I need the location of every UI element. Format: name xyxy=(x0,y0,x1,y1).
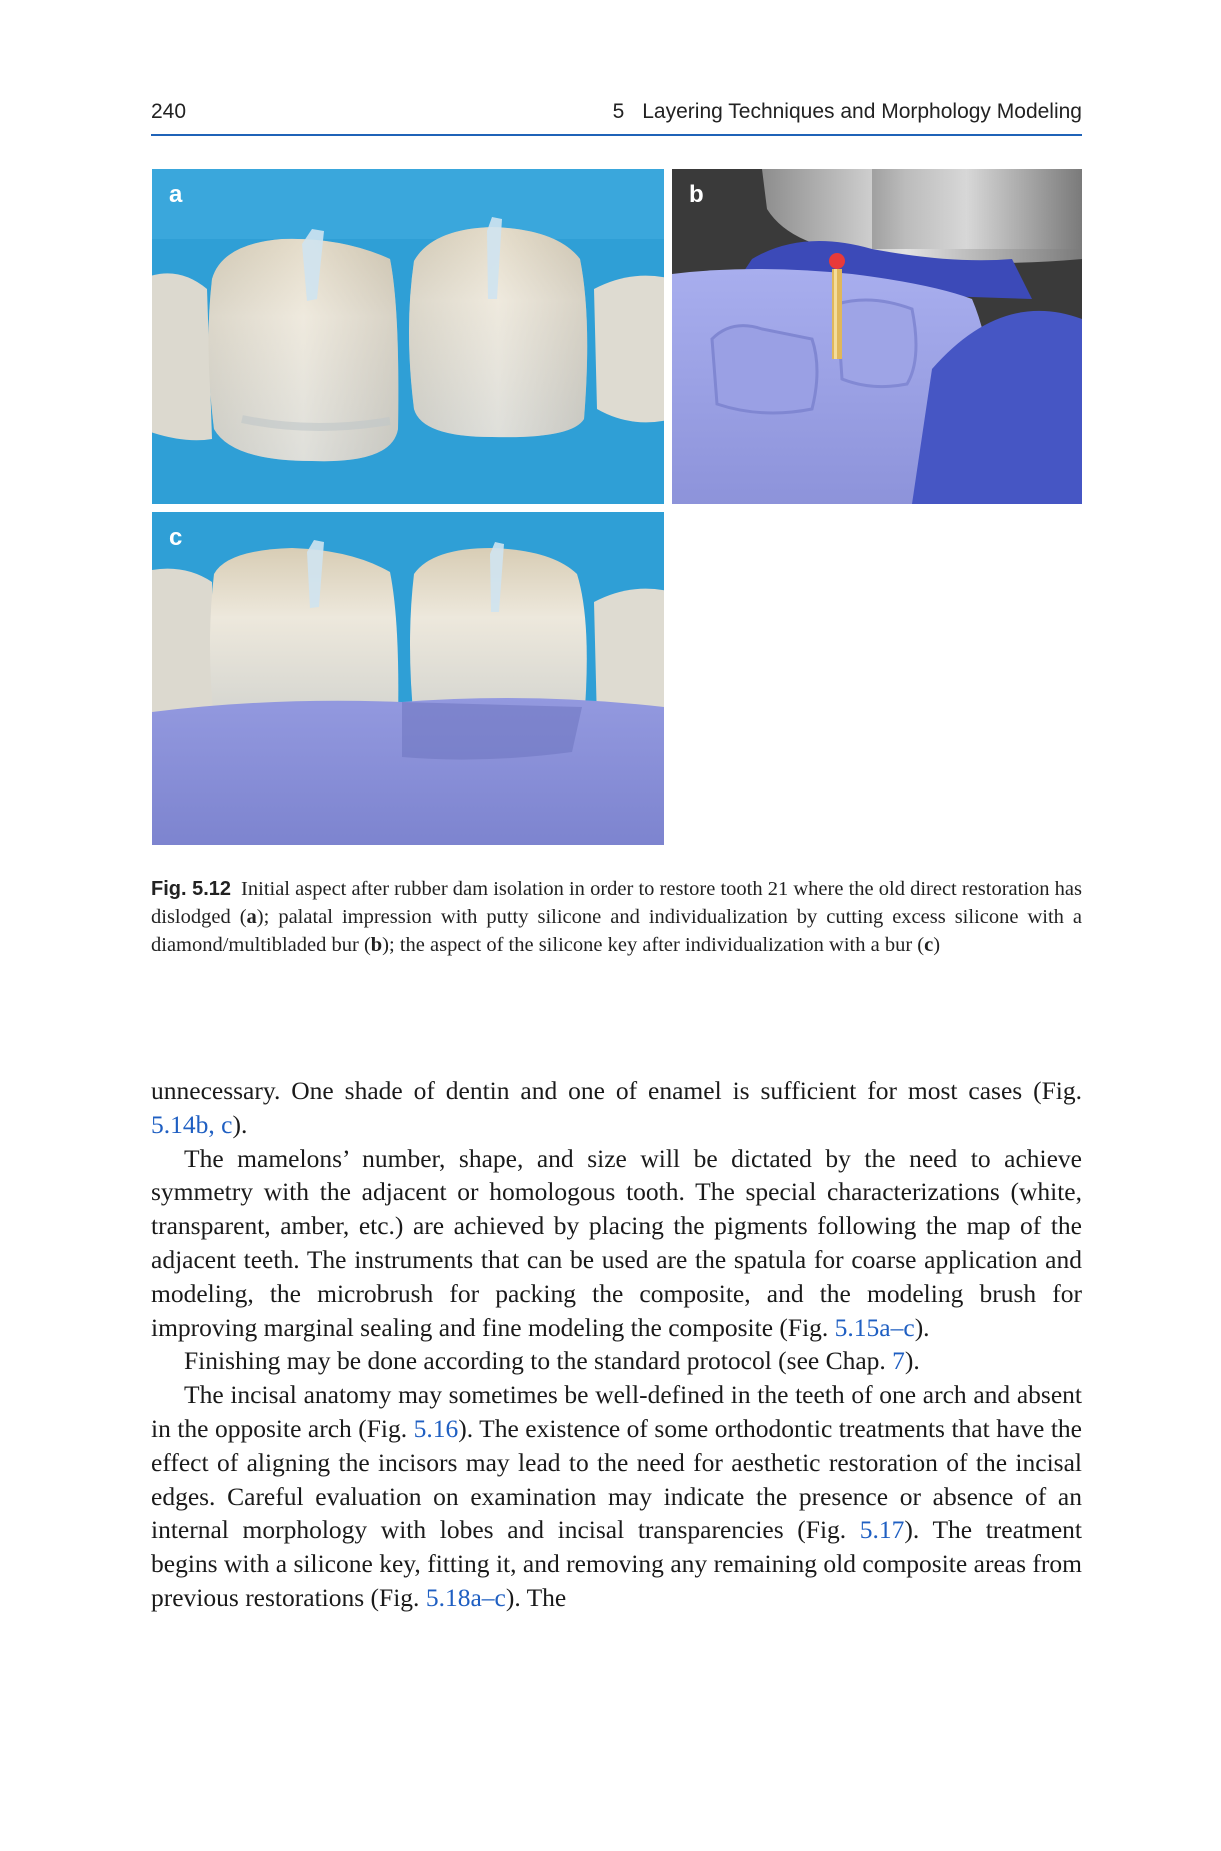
paragraph-4 xyxy=(151,1378,1082,1615)
page-number: 240 xyxy=(151,100,187,123)
body-text xyxy=(151,1074,1082,1615)
fig-link-5-17[interactable]: 5.17 xyxy=(859,1515,905,1545)
p3-text-1: Finishing may be done according to the standard protocol (see Chap. xyxy=(184,1346,893,1376)
caption-text-2: ); palatal impression with putty silicone and individualization by cutting excess silicone with a diamond/multibladed bur ( xyxy=(151,906,1082,956)
p4-text-2: ). The existence of some orthodontic treatments that have the effect of aligning the incisors may lead to the need for aesthetic restoration of the incisal edges. Careful evaluation on examination may indicate the presence or absence of an internal morphology with lobes and incisal transparencies (Fig. xyxy=(151,1413,1082,1545)
caption-ref-c: c xyxy=(924,934,934,956)
fig-link-5-18[interactable]: 5.18a–c xyxy=(425,1582,506,1612)
fig-link-5-15[interactable]: 5.15a–c xyxy=(834,1312,915,1342)
p4-text-3: ). The treatment begins with a silicone key, fitting it, and removing any remaining old composite areas from previous restorations (Fig. xyxy=(151,1515,1083,1612)
photo-teeth-rubber-dam xyxy=(152,169,664,504)
figure-caption xyxy=(151,875,1082,959)
fig-link-5-14[interactable]: 5.14b, c xyxy=(151,1109,233,1139)
fig-link-5-16[interactable]: 5.16 xyxy=(413,1413,459,1443)
photo-bur-silicone-impression xyxy=(672,169,1082,504)
running-header xyxy=(151,96,1082,136)
caption-text-3: ); the aspect of the silicone key after individualization with a bur ( xyxy=(382,934,925,956)
figure-label: Fig. 5.12 xyxy=(151,878,232,900)
figure-panel-b xyxy=(672,169,1082,504)
p3-text-2: ). xyxy=(904,1346,920,1376)
paragraph-1 xyxy=(151,1074,1082,1142)
p2-text-2: ). xyxy=(914,1312,930,1342)
chapter-link-7[interactable]: 7 xyxy=(892,1346,905,1376)
p1-text-2: ). xyxy=(232,1109,248,1139)
paragraph-3 xyxy=(151,1344,1082,1378)
figure-panel-c xyxy=(152,512,664,845)
photo-teeth-silicone-key xyxy=(152,512,664,845)
caption-ref-b: b xyxy=(370,934,383,956)
figure-panel-a xyxy=(152,169,664,504)
panel-label-b: b xyxy=(689,181,704,208)
panel-label-a: a xyxy=(169,181,183,208)
p1-text-1: unnecessary. One shade of dentin and one of enamel is sufficient for most cases (Fig. xyxy=(151,1076,1082,1105)
chapter-title: Layering Techniques and Morphology Modeling xyxy=(642,100,1082,123)
caption-text-4: ) xyxy=(933,934,941,956)
p4-text-1: The incisal anatomy may sometimes be well-defined in the teeth of one arch and absent in the opposite arch (Fig. xyxy=(151,1380,1082,1443)
caption-ref-a: a xyxy=(246,906,257,928)
paragraph-2 xyxy=(151,1142,1082,1345)
chapter-heading xyxy=(613,100,1082,124)
caption-text-1: Initial aspect after rubber dam isolation in order to restore tooth 21 where the old direct restoration has dislodged ( xyxy=(151,878,1082,928)
panel-label-c: c xyxy=(169,524,183,551)
p4-text-4: ). The xyxy=(505,1582,567,1612)
p2-text-1: The mamelons’ number, shape, and size will be dictated by the need to achieve symmetry with the adjacent or homologous tooth. The special characterizations (white, transparent, amber, etc.) are achieved by placing the pigments following the map of the adjacent teeth. The instruments that can be used are the spatula for coarse application and modeling, the microbrush for packing the composite, and the modeling brush for improving marginal sealing and fine modeling the composite (Fig. xyxy=(151,1143,1082,1342)
chapter-number: 5 xyxy=(612,100,625,123)
